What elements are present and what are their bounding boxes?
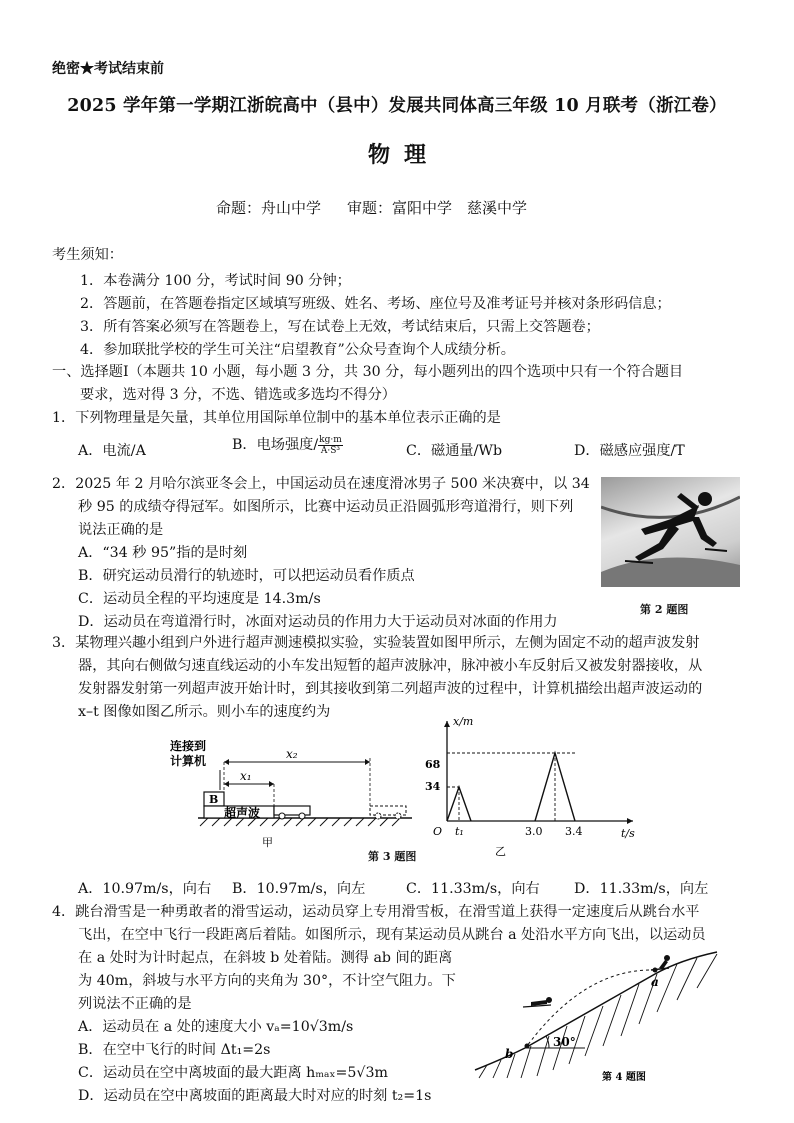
speed-skater-photo <box>601 477 740 587</box>
author-line <box>216 197 527 218</box>
confidential-mark: 绝密★考试结束前 <box>52 61 164 77</box>
q1-stem: 1．下列物理量是矢量，其单位用国际单位制中的基本单位表示正确的是 <box>52 410 501 426</box>
setter-label: 命题：舟山中学 <box>216 199 322 217</box>
q4-stem-line: 飞出，在空中飞行一段距离后着陆。如图所示，现有某运动员从跳台 a 处沿水平方向飞出，以运动员 <box>78 927 706 943</box>
angle-label: 30° <box>553 1035 576 1049</box>
q1-option-b-fraction <box>318 435 343 456</box>
point-b-label: b <box>505 1047 514 1061</box>
q1-option-d: D．磁感应强度/T <box>574 443 685 459</box>
skier-at-a-icon <box>651 955 670 970</box>
fraction-numerator: kg·m <box>319 434 342 445</box>
flight-trajectory <box>527 970 655 1046</box>
q3-stem-line: 发射器发射第一列超声波开始计时，到其接收到第二列超声波的过程中，计算机描绘出超声波运动的 <box>78 681 703 697</box>
ultrasonic-label: 超声波 <box>224 806 261 820</box>
q4-ski-jump-figure <box>465 948 730 1083</box>
q4-option-a: A．运动员在 a 处的速度大小 vₐ=10√3m/s <box>78 1019 354 1035</box>
x-axis-arrow <box>444 721 450 727</box>
section-heading: 一、选择题Ⅰ（本题共 10 小题，每小题 3 分，共 30 分，每小题列出的四个选项中只有一个符合题目 <box>52 364 684 380</box>
tick-3-0: 3.0 <box>525 825 543 838</box>
t1-label: t₁ <box>455 825 464 838</box>
q4-option-d: D．运动员在空中离坡面的距离最大时对应的时刻 t₂=1s <box>78 1088 432 1104</box>
point-a-label: a <box>651 975 659 989</box>
q2-option-d: D．运动员在弯道滑行时，冰面对运动员的作用力大于运动员对冰面的作用力 <box>78 614 558 630</box>
y-tick-68: 68 <box>425 758 441 771</box>
q2-stem-line: 秒 95 的成绩夺得冠军。如图所示，比赛中运动员正沿圆弧形弯道滑行，则下列 <box>78 499 574 515</box>
x-axis-label: x/m <box>453 715 474 728</box>
figure-label-jia: 甲 <box>262 836 273 849</box>
q2-option-b: B．研究运动员滑行的轨迹时，可以把运动员看作质点 <box>78 568 415 584</box>
q1-option-c: C．磁通量/Wb <box>406 443 503 459</box>
q3-stem-line: 3．某物理兴趣小组到户外进行超声测速模拟实验，实验装置如图甲所示，左侧为固定不动的超声波发射 <box>52 635 700 651</box>
computer-label-line2: 计算机 <box>170 754 207 768</box>
q3-stem-line: x–t 图像如图乙所示。则小车的速度约为 <box>78 704 331 720</box>
transmitter-label: B <box>209 793 219 806</box>
figure-label-yi: 乙 <box>495 845 506 858</box>
q3-option-c: C．11.33m/s，向右 <box>406 881 540 897</box>
cart-far-wheel <box>375 813 381 819</box>
q3-option-b: B．10.97m/s，向左 <box>232 881 366 897</box>
slope-hatching <box>479 954 717 1078</box>
fraction-denominator: A·S³ <box>320 445 341 456</box>
q3-stem-line: 器，其向右侧做匀速直线运动的小车发出短暂的超声波脉冲，脉冲被小车反射后又被发射器接收，从 <box>78 658 703 674</box>
notice-item: 3．所有答案必须写在答题卷上，写在试卷上无效，考试结束后，只需上交答题卷； <box>80 319 600 335</box>
cart-far-wheel <box>395 813 401 819</box>
skier-in-flight-icon <box>523 997 552 1007</box>
q3-figure-caption: 第 3 题图 <box>368 850 417 863</box>
cart-near <box>274 806 310 815</box>
exam-title: 2025 学年第一学期江浙皖高中（县中）发展共同体高三年级 10 月联考（浙江卷） <box>67 96 727 116</box>
origin-label: O <box>433 825 443 838</box>
t-axis-label: t/s <box>621 827 635 840</box>
section-heading-cont: 要求，选对得 3 分，不选、错选或多选均不得分） <box>80 387 396 403</box>
skater-silhouette-icon <box>601 477 740 587</box>
q2-stem-line: 2．2025 年 2 月哈尔滨亚冬会上，中国运动员在速度滑冰男子 500 米决赛中，以 34 <box>52 476 590 492</box>
q3-option-d: D．11.33m/s，向左 <box>574 881 709 897</box>
cart-near-wheel <box>299 813 305 819</box>
point-b <box>525 1044 530 1049</box>
q2-stem-line: 说法正确的是 <box>78 522 164 538</box>
q2-option-c: C．运动员全程的平均速度是 14.3m/s <box>78 591 321 607</box>
x2-label: x₂ <box>286 747 298 761</box>
q4-stem-line: 在 a 处时为计时起点，在斜坡 b 处着陆。测得 ab 间的距离 <box>78 950 453 966</box>
t-axis-arrow <box>627 818 633 824</box>
q1-option-b-label: B．电场强度/ <box>232 437 319 453</box>
computer-label-line1: 连接到 <box>170 740 207 753</box>
q4-stem-line: 为 40m，斜坡与水平方向的夹角为 30°，不计空气阻力。下 <box>78 973 456 989</box>
q4-option-b: B．在空中飞行的时间 Δt₁=2s <box>78 1042 271 1058</box>
q2-figure-caption: 第 2 题图 <box>640 603 689 616</box>
y-tick-34: 34 <box>425 780 441 793</box>
reviewer-label: 审题：富阳中学 慈溪中学 <box>347 199 528 217</box>
q4-figure-caption: 第 4 题图 <box>602 1072 646 1083</box>
q2-option-a: A．“34 秒 95”指的是时刻 <box>78 545 248 561</box>
q1-option-a: A．电流/A <box>78 443 146 459</box>
notice-item: 2．答题前，在答题卷指定区域填写班级、姓名、考场、座位号及准考证号并核对条形码信息； <box>80 296 671 312</box>
tick-3-4: 3.4 <box>565 825 583 838</box>
notice-item: 1．本卷满分 100 分，考试时间 90 分钟； <box>80 273 351 289</box>
q1-option-b <box>232 434 343 456</box>
q4-stem-line: 4．跳台滑雪是一种勇敢者的滑雪运动，运动员穿上专用滑雪板，在滑雪道上获得一定速度后从跳台水平 <box>52 904 700 920</box>
subject-title: 物理 <box>367 142 440 168</box>
q3-xt-graph <box>425 713 645 858</box>
q4-stem-line: 列说法不正确的是 <box>78 996 192 1012</box>
notice-heading: 考生须知： <box>52 247 123 263</box>
notice-item: 4．参加联批学校的学生可关注“启望教育”公众号查询个人成绩分析。 <box>80 342 515 358</box>
q3-figure-apparatus <box>160 740 420 850</box>
x1-label: x₁ <box>240 769 252 783</box>
q3-option-a: A．10.97m/s，向右 <box>78 881 212 897</box>
q4-option-c: C．运动员在空中离坡面的最大距离 hₘₐₓ=5√3m <box>78 1065 388 1081</box>
cart-near-wheel <box>279 813 285 819</box>
